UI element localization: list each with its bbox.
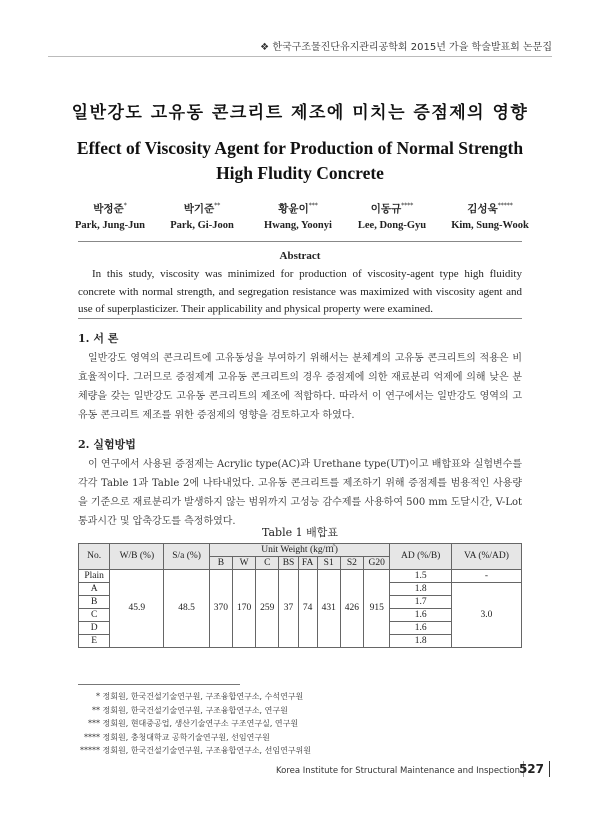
footnote-text: 정회원, 현대중공업, 생산기술연구소 구조연구실, 연구원 [102,719,299,728]
row-label: Plain [79,570,110,583]
footnote-mark: ***** [80,746,100,755]
author-mark: **** [401,202,414,210]
cell-va: - [451,570,521,583]
row-label: A [79,583,110,596]
abstract-rule-top [78,241,522,242]
cell-s2: 426 [340,570,363,648]
footnote-text: 정회원, 충청대학교 공학기술연구원, 선임연구원 [102,732,270,742]
row-label: E [79,635,110,648]
row-label: B [79,596,110,609]
footnote-text: 정회원, 한국건설기술연구원, 구조융합연구소, 수석연구원 [102,692,304,701]
col-header-s1: S1 [317,557,340,570]
footnote-2 [78,704,288,718]
footnote-5 [78,744,311,758]
page-number: 527 [518,762,544,776]
col-header-w: W [232,557,255,570]
author-mark: ** [214,202,221,210]
abstract-text: In this study, viscosity was minimized for production of viscosity-agent type high fluidity concrete with normal strength, and segregation resistance was maximized with viscosity agent and use of superplasticizer. Their applicability and physical property were examined. [78,268,522,315]
cell-wb: 45.9 [110,570,164,648]
author-name-en: Park, Jung-Jun [74,220,146,231]
mix-proportion-table [78,543,522,648]
header-bullet-icon: ❖ [260,42,270,53]
cell-w: 170 [232,570,255,648]
cell-ad: 1.6 [390,609,451,622]
author-name-kr: 황윤이 [278,203,309,215]
cell-va: 3.0 [451,583,521,648]
col-header-sa: S/a (%) [164,544,209,570]
title-korean: 일반강도 고유동 콘크리트 제조에 미치는 증점제의 영향 [71,103,529,123]
col-header-no: No. [79,544,110,570]
footnote-mark: *** [88,719,100,728]
author-name-en: Kim, Sung-Wook [451,220,529,231]
col-header-fa: FA [298,557,317,570]
author-2 [152,201,252,231]
author-5 [440,201,540,231]
section-1-text: 일반강도 영역의 콘크리트에 고유동성을 부여하기 위해서는 분체계의 고유동 콘크리트의 적용은 비효율적이다. 그러므로 증점제계 고유동 콘크리트의 경우 증점제에 의한 재료분리 억제에 의해 낮은 분체량을 갖는 일반강도 고유동 콘크리트의 제조에 적합하다. 따라서 이 연구에서는 일반강도 영역의 고유동 콘크리트 제조를 위한 증점제의 영향을 검토하고자 하였다. [78,353,522,421]
col-header-wb: W/B (%) [110,544,164,570]
author-name-en: Park, Gi-Joon [170,220,234,231]
footnote-text: 정회원, 한국건설기술연구원, 구조융합연구소, 연구원 [102,705,288,715]
col-header-va: VA (%/AD) [451,544,521,570]
abstract-heading: Abstract [279,250,321,262]
footer-end-bar [549,761,550,777]
cell-c: 259 [256,570,279,648]
author-name-en: Hwang, Yoonyi [264,220,332,231]
table-row [79,570,522,583]
author-3 [248,201,348,231]
col-header-unit-weight: Unit Weight (kg/㎥) [209,544,390,557]
col-header-ad: AD (%/B) [390,544,451,570]
col-header-s2: S2 [340,557,363,570]
row-label: D [79,622,110,635]
author-mark: ***** [497,202,513,210]
header-rule [48,56,552,57]
cell-ad: 1.6 [390,622,451,635]
footnote-rule [78,684,240,685]
footnote-text: 정회원, 한국건설기술연구원, 구조융합연구소, 선임연구위원 [102,746,312,755]
footer-institute: Korea Institute for Structural Maintenance and Inspection [276,766,520,776]
cell-s1: 431 [317,570,340,648]
footnote-mark: **** [84,732,100,742]
author-4 [342,201,442,231]
title-english-line1: Effect of Viscosity Agent for Production of Normal Strength [76,138,524,158]
running-header-text: 한국구조물진단유지관리공학회 2015년 가을 학술발표회 논문집 [272,42,552,53]
abstract-rule-bottom [78,318,522,319]
table-1-caption: Table 1 배합표 [262,526,338,539]
section-2-heading: 2. 실험방법 [78,438,136,451]
cell-b: 370 [209,570,232,648]
cell-ad: 1.7 [390,596,451,609]
cell-ad: 1.8 [390,583,451,596]
author-name-kr: 이동규 [370,203,402,215]
footnote-mark: ** [92,705,100,715]
cell-ad: 1.5 [390,570,451,583]
col-header-bs: BS [279,557,298,570]
author-name-kr: 김성욱 [467,203,498,215]
footnote-3 [78,717,298,731]
cell-g20: 915 [364,570,390,648]
footnote-4 [78,731,270,745]
section-2-text: 이 연구에서 사용된 증점제는 Acrylic type(AC)과 Urethane type(UT)이고 배합표와 실험변수를 각각 Table 1과 Table 2에 나타내었다. 고유동 콘크리트를 제조하기 위해 증점제를 범용적인 사용량을 기준으로 재료분리가 발생하지 않는 범위까지 고성능 감수제를 사용하여 500 mm 도달시간, V-Lot 통과시간 및 압축강도를 측정하였다. [78,459,522,527]
col-header-b: B [209,557,232,570]
cell-bs: 37 [279,570,298,648]
cell-ad: 1.8 [390,635,451,648]
section-1-heading: 1. 서 론 [78,332,119,345]
author-name-kr: 박정준 [93,203,124,215]
running-header [260,38,552,53]
author-name-en: Lee, Dong-Gyu [357,220,427,231]
col-header-g20: G20 [364,557,390,570]
author-1 [60,201,160,231]
author-mark: * [123,202,127,210]
author-mark: *** [308,202,318,210]
footnote-1 [78,690,303,704]
row-label: C [79,609,110,622]
title-english-line2: High Fludity Concrete [216,163,384,183]
author-name-kr: 박기준 [183,203,215,215]
footnote-mark: * [96,692,100,701]
cell-fa: 74 [298,570,317,648]
col-header-c: C [256,557,279,570]
cell-sa: 48.5 [164,570,209,648]
title-english [0,136,600,186]
